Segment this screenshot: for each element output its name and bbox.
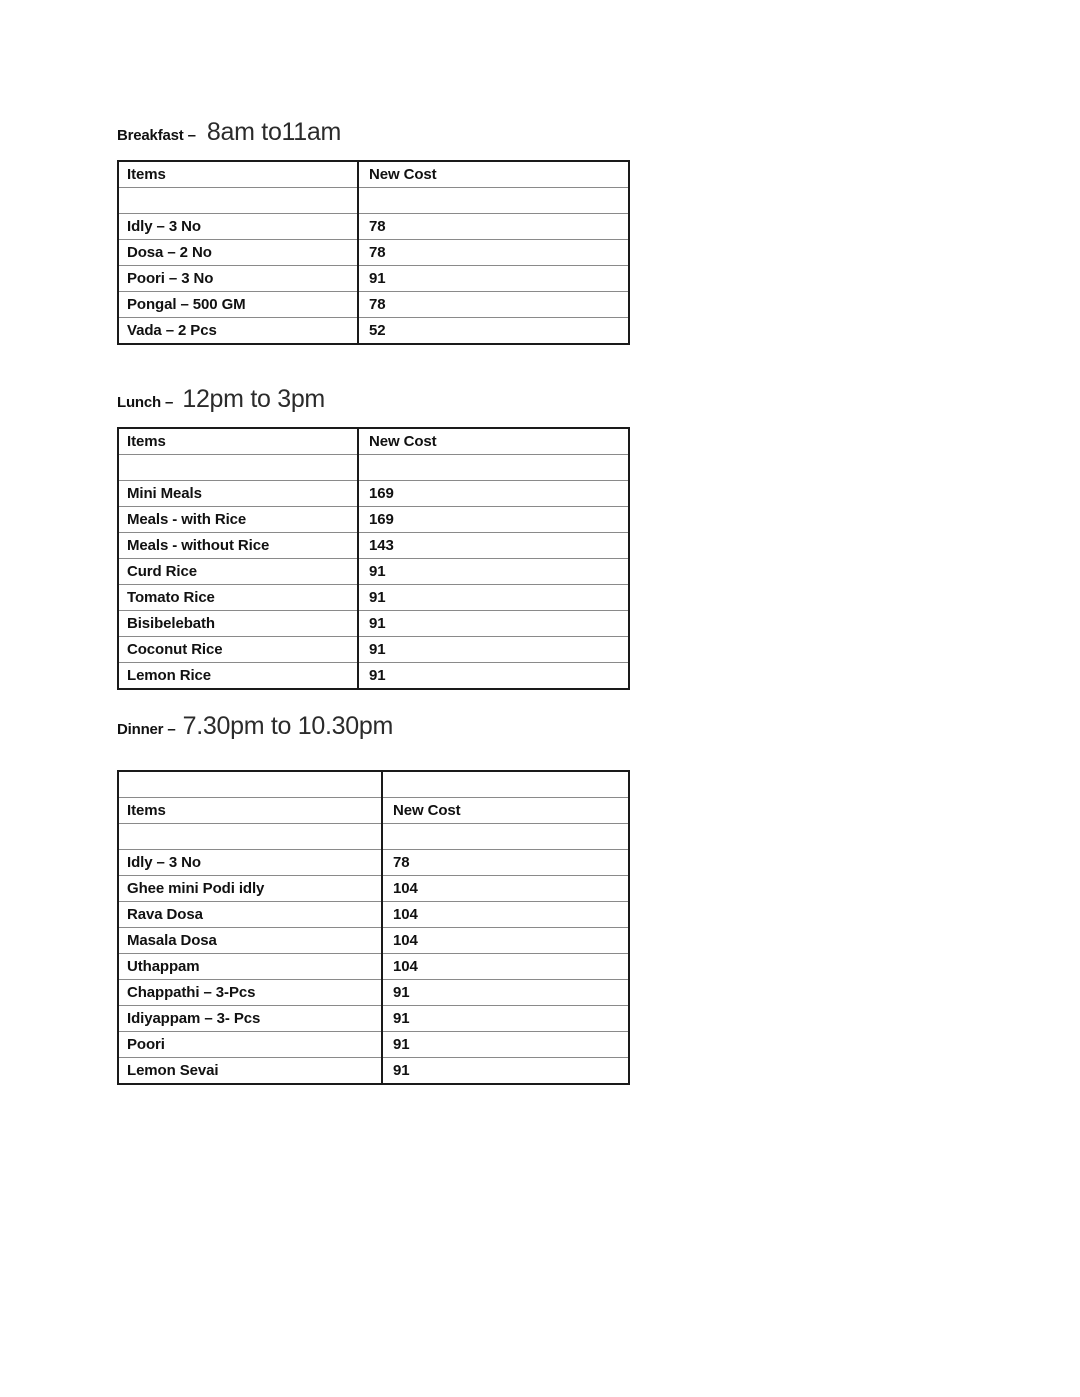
- table-spacer-row: [118, 188, 629, 214]
- table-row: [118, 214, 629, 240]
- spacer-cell-item: [118, 824, 382, 850]
- cell-cost: 104: [382, 876, 629, 902]
- table-row: [118, 611, 629, 637]
- table-row: [118, 1032, 629, 1058]
- table-row: [118, 902, 629, 928]
- table-row: [118, 585, 629, 611]
- table-row: [118, 980, 629, 1006]
- cell-cost: 91: [358, 611, 629, 637]
- meal-time: 12pm to 3pm: [182, 385, 325, 413]
- cell-cost: 169: [358, 507, 629, 533]
- table-row: [118, 318, 629, 345]
- table-spacer-row: [118, 824, 629, 850]
- table-spacer-row: [118, 455, 629, 481]
- meal-time: 8am to11am: [206, 118, 342, 146]
- column-header-items: Items: [118, 161, 358, 188]
- cell-item: Chappathi – 3-Pcs: [118, 980, 382, 1006]
- table-row: [118, 928, 629, 954]
- cell-cost: 91: [382, 980, 629, 1006]
- cell-item: Masala Dosa: [118, 928, 382, 954]
- cell-cost: 91: [358, 663, 629, 690]
- cell-cost: 78: [382, 850, 629, 876]
- column-header-items: Items: [118, 798, 382, 824]
- cell-item: Vada – 2 Pcs: [118, 318, 358, 345]
- table-header-row: [118, 798, 629, 824]
- table-row: [118, 266, 629, 292]
- spacer-cell-cost: [382, 771, 629, 798]
- menu-section-lunch: [117, 385, 630, 690]
- table-row: [118, 954, 629, 980]
- table-body: [118, 161, 629, 344]
- table-body: [118, 771, 629, 1084]
- menu-section-dinner: [117, 712, 630, 1085]
- column-header-items: Items: [118, 428, 358, 455]
- cell-item: Idly – 3 No: [118, 214, 358, 240]
- cell-item: Lemon Sevai: [118, 1058, 382, 1085]
- cell-item: Coconut Rice: [118, 637, 358, 663]
- cell-cost: 104: [382, 902, 629, 928]
- cell-item: Bisibelebath: [118, 611, 358, 637]
- cell-item: Poori: [118, 1032, 382, 1058]
- meal-dash: –: [187, 127, 196, 144]
- spacer-cell-item: [118, 455, 358, 481]
- table-header-row: [118, 428, 629, 455]
- cell-cost: 78: [358, 240, 629, 266]
- table-row: [118, 507, 629, 533]
- cell-item: Idly – 3 No: [118, 850, 382, 876]
- meal-time: 7.30pm to 10.30pm: [182, 712, 393, 740]
- table-row: [118, 637, 629, 663]
- table-row: [118, 559, 629, 585]
- spacer-cell-cost: [358, 188, 629, 214]
- table-row: [118, 876, 629, 902]
- cell-item: Ghee mini Podi idly: [118, 876, 382, 902]
- cell-item: Curd Rice: [118, 559, 358, 585]
- table-row: [118, 1058, 629, 1085]
- spacer-cell-cost: [358, 455, 629, 481]
- cell-cost: 78: [358, 292, 629, 318]
- column-header-new-cost: New Cost: [358, 428, 629, 455]
- cell-item: Pongal – 500 GM: [118, 292, 358, 318]
- table-row: [118, 663, 629, 690]
- table-row: [118, 533, 629, 559]
- table-row: [118, 481, 629, 507]
- table-body: [118, 428, 629, 689]
- cell-item: Meals - without Rice: [118, 533, 358, 559]
- table-header-row: [118, 161, 629, 188]
- cell-item: Dosa – 2 No: [118, 240, 358, 266]
- cell-item: Idiyappam – 3- Pcs: [118, 1006, 382, 1032]
- menu-table-breakfast: [117, 160, 630, 345]
- cell-item: Tomato Rice: [118, 585, 358, 611]
- column-header-new-cost: New Cost: [358, 161, 629, 188]
- table-row: [118, 850, 629, 876]
- table-row: [118, 292, 629, 318]
- menu-table-dinner: [117, 770, 630, 1085]
- section-heading-breakfast: [117, 118, 630, 152]
- meal-label: Lunch: [117, 394, 161, 411]
- cell-item: Meals - with Rice: [118, 507, 358, 533]
- cell-cost: 104: [382, 954, 629, 980]
- column-header-new-cost: New Cost: [382, 798, 629, 824]
- table-leading-blank-row: [118, 771, 629, 798]
- cell-item: Lemon Rice: [118, 663, 358, 690]
- meal-label: Dinner: [117, 721, 164, 738]
- cell-cost: 91: [382, 1032, 629, 1058]
- cell-cost: 78: [358, 214, 629, 240]
- spacer-cell-item: [118, 771, 382, 798]
- cell-cost: 104: [382, 928, 629, 954]
- cell-cost: 169: [358, 481, 629, 507]
- cell-cost: 91: [382, 1058, 629, 1085]
- cell-cost: 143: [358, 533, 629, 559]
- menu-table-lunch: [117, 427, 630, 690]
- cell-cost: 91: [358, 266, 629, 292]
- table-row: [118, 1006, 629, 1032]
- cell-cost: 91: [358, 559, 629, 585]
- cell-cost: 52: [358, 318, 629, 345]
- meal-label: Breakfast: [117, 127, 184, 144]
- cell-cost: 91: [358, 585, 629, 611]
- cell-item: Rava Dosa: [118, 902, 382, 928]
- cell-item: Mini Meals: [118, 481, 358, 507]
- spacer-cell-item: [118, 188, 358, 214]
- meal-dash: –: [165, 394, 174, 411]
- cell-cost: 91: [382, 1006, 629, 1032]
- table-row: [118, 240, 629, 266]
- section-heading-lunch: [117, 385, 630, 419]
- cell-item: Poori – 3 No: [118, 266, 358, 292]
- menu-section-breakfast: [117, 118, 630, 345]
- section-heading-dinner: [117, 712, 630, 746]
- cell-cost: 91: [358, 637, 629, 663]
- meal-dash: –: [167, 721, 176, 738]
- cell-item: Uthappam: [118, 954, 382, 980]
- spacer-cell-cost: [382, 824, 629, 850]
